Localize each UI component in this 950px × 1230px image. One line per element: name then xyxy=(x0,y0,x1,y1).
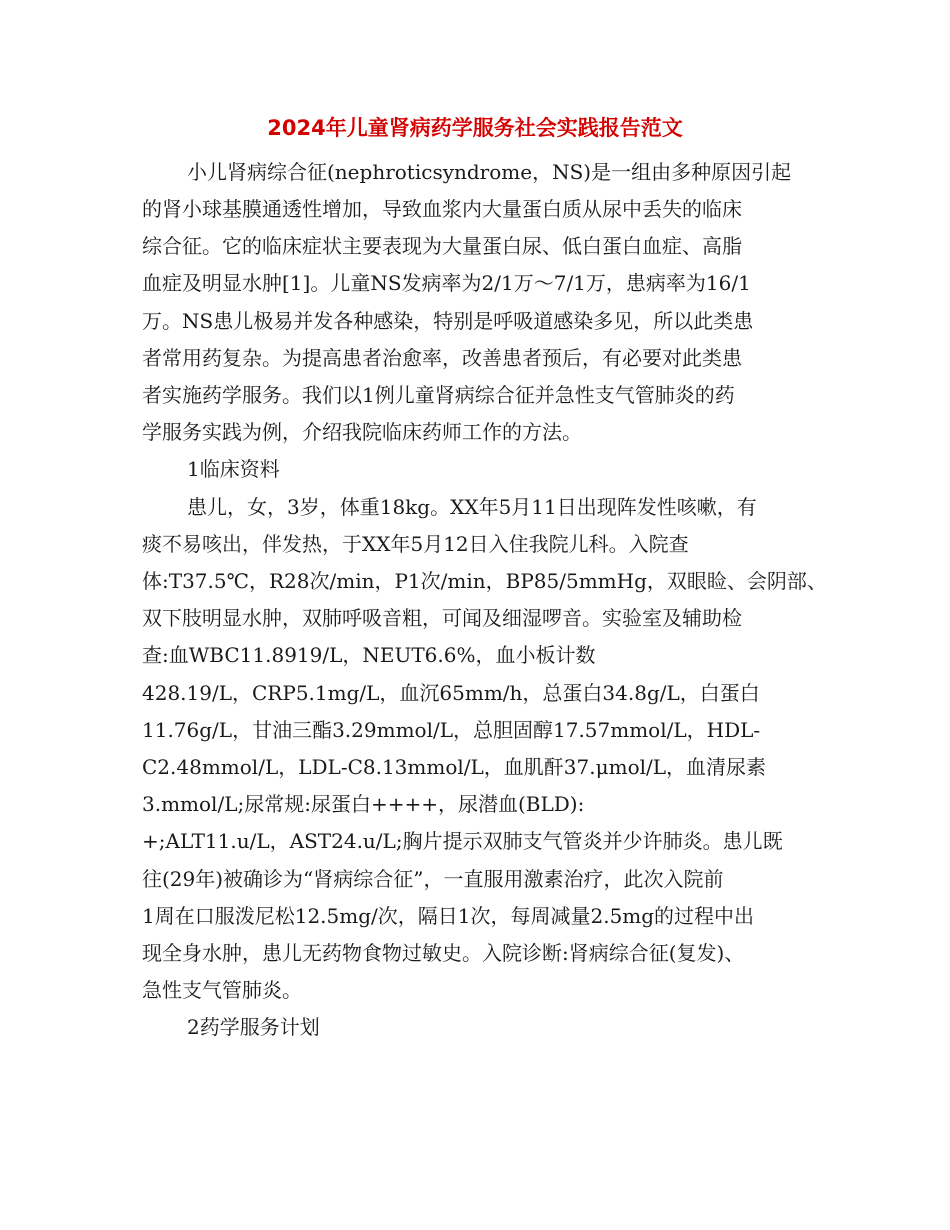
paragraph-line: 者实施药学服务。我们以1例儿童肾病综合征并急性支气管肺炎的药 xyxy=(142,383,735,407)
paragraph-line: 双下肢明显水肿，双肺呼吸音粗，可闻及细湿啰音。实验室及辅助检 xyxy=(142,606,742,630)
paragraph-line: 急性支气管肺炎。 xyxy=(142,978,302,1002)
paragraph-line: 者常用药复杂。为提高患者治愈率，改善患者预后，有必要对此类患 xyxy=(142,346,742,370)
paragraph-line: 患儿，女，3岁，体重18kg。XX年5月11日出现阵发性咳嗽，有 xyxy=(187,495,757,519)
paragraph-line: +;ALT11.u/L，AST24.u/L;胸片提示双肺支气管炎并少许肺炎。患儿既 xyxy=(142,829,783,853)
paragraph-line: 3.mmol/L;尿常规:尿蛋白++++，尿潜血(BLD): xyxy=(142,792,585,816)
paragraph-line: 小儿肾病综合征(nephroticsyndrome，NS)是一组由多种原因引起 xyxy=(187,160,792,184)
paragraph-line: 11.76g/L，甘油三酯3.29mmol/L，总胆固醇17.57mmol/L，HDL- xyxy=(142,718,761,742)
paragraph-line: 的肾小球基膜通透性增加，导致血浆内大量蛋白质从尿中丢失的临床 xyxy=(142,197,742,221)
paragraph-line: 428.19/L，CRP5.1mg/L，血沉65mm/h，总蛋白34.8g/L，白蛋白 xyxy=(142,681,760,705)
paragraph-line: 现全身水肿，患儿无药物食物过敏史。入院诊断:肾病综合征(复发)、 xyxy=(142,941,745,965)
section-heading: 2药学服务计划 xyxy=(187,1015,320,1039)
paragraph-line: 学服务实践为例，介绍我院临床药师工作的方法。 xyxy=(142,420,582,444)
paragraph-line: 血症及明显水肿[1]。儿童NS发病率为2/1万～7/1万，患病率为16/1 xyxy=(142,271,751,295)
paragraph-line: 痰不易咳出，伴发热，于XX年5月12日入住我院儿科。入院查 xyxy=(142,532,689,556)
section-heading: 1临床资料 xyxy=(187,457,280,481)
paragraph-line: 综合征。它的临床症状主要表现为大量蛋白尿、低白蛋白血症、高脂 xyxy=(142,234,742,258)
paragraph-line: 查:血WBC11.8919/L，NEUT6.6%，血小板计数 xyxy=(142,643,596,667)
document-title: 2024年儿童肾病药学服务社会实践报告范文 xyxy=(267,116,683,140)
paragraph-line: 体:T37.5℃，R28次/min，P1次/min，BP85/5mmHg，双眼睑、会阴部、 xyxy=(142,569,827,593)
paragraph-line: 往(29年)被确诊为“肾病综合征”，一直服用激素治疗，此次入院前 xyxy=(142,867,724,891)
paragraph-line: 万。NS患儿极易并发各种感染，特别是呼吸道感染多见，所以此类患 xyxy=(142,309,754,333)
paragraph-line: C2.48mmol/L，LDL-C8.13mmol/L，血肌酐37.μmol/L，血清尿素 xyxy=(142,755,767,779)
paragraph-line: 1周在口服泼尼松12.5mg/次，隔日1次，每周减量2.5mg的过程中出 xyxy=(142,904,755,928)
